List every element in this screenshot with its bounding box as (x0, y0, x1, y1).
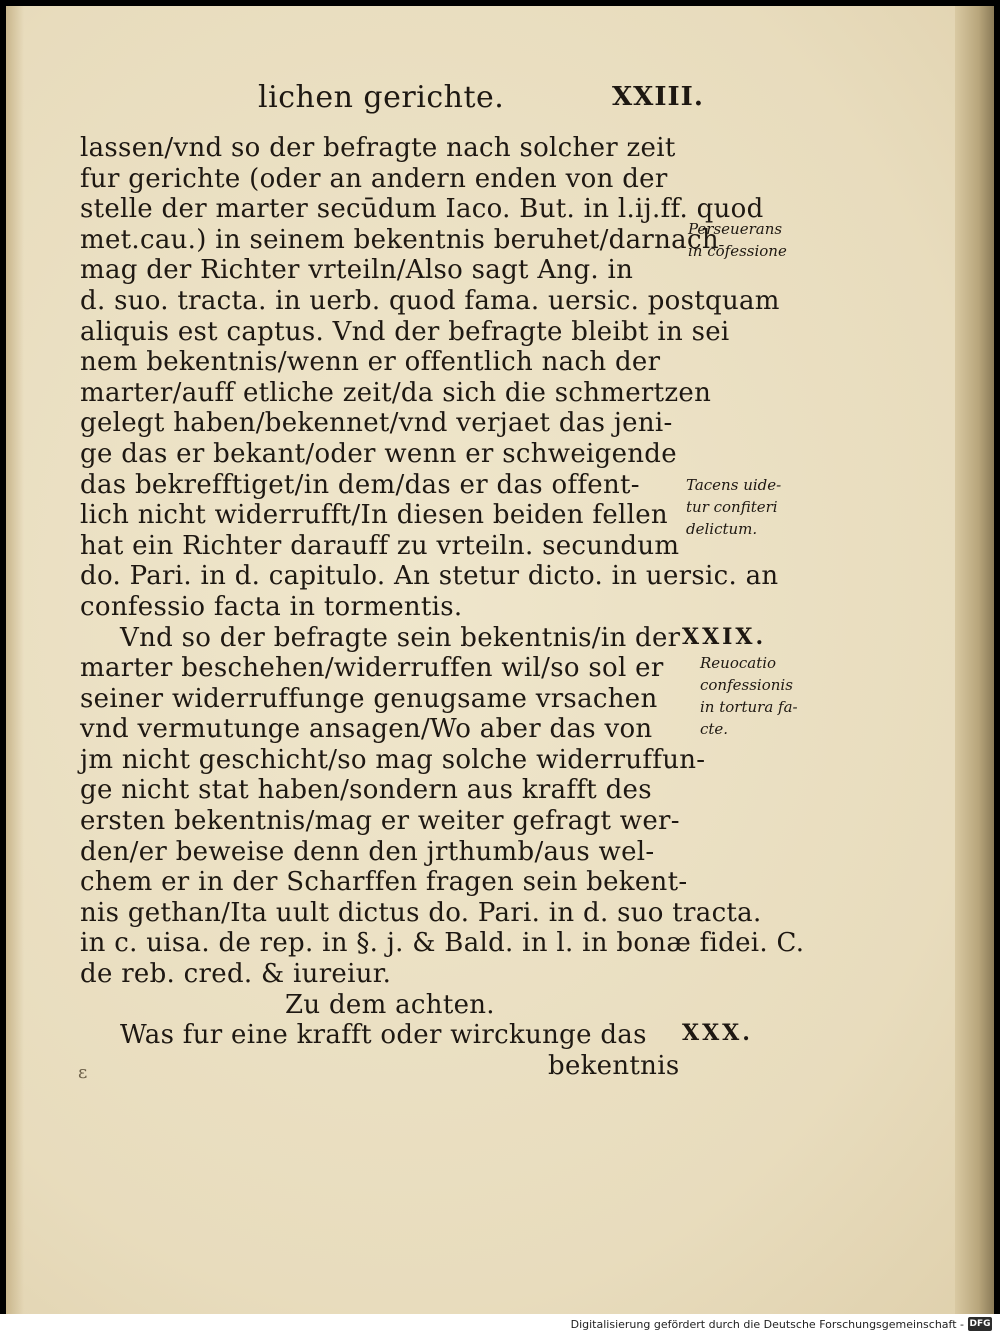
dfg-credit: Digitalisierung gefördert durch die Deutsche Forschungsgemeinschaft - (570, 1318, 964, 1331)
catchword: bekentnis (548, 1050, 680, 1081)
margin-note-perseverans: Perseuerans in cōfessione (688, 220, 787, 260)
section-heading: Zu dem achten. (285, 989, 495, 1020)
section-number-29: XXIX. (682, 624, 767, 650)
question-line: Was fur eine krafft oder wirckunge das (120, 1020, 647, 1051)
text-line: den/er beweise denn den jrthumb/aus wel- (80, 836, 655, 867)
text-line: marter/auff etliche zeit/da sich die schmertzen (80, 377, 712, 408)
margin-note-reuocatio: Reuocatio confessionis in tortura fa- cte. (700, 654, 798, 738)
text-line: Vnd so der befragte sein bekentnis/in der (120, 622, 681, 653)
page-header (0, 80, 1000, 120)
running-head: lichen gerichte. (258, 80, 505, 115)
ink-smudge: ε (78, 1062, 88, 1083)
text-line: jm nicht geschicht/so mag solche widerruffun- (80, 744, 706, 775)
text-line: vnd vermutunge ansagen/Wo aber das von (80, 714, 653, 745)
folio-number: XXIII. (612, 82, 704, 112)
text-line: chem er in der Scharffen fragen sein bekent- (80, 867, 688, 898)
page-gutter (955, 6, 994, 1314)
text-line: aliquis est captus. Vnd der befragte bleibt in sei (80, 316, 730, 347)
text-line: fur gerichte (oder an andern enden von der (80, 163, 668, 194)
text-line: hat ein Richter darauff zu vrteiln. secundum (80, 530, 680, 561)
text-line: confessio facta in tormentis. (80, 591, 463, 622)
text-line: nis gethan/Ita uult dictus do. Pari. in d. suo tracta. (80, 897, 762, 928)
text-line: seiner widerruffunge genugsame vrsachen (80, 683, 658, 714)
text-line: in c. uisa. de rep. in §. j. & Bald. in l. in bonæ fidei. C. (80, 928, 805, 959)
text-line: marter beschehen/widerruffen wil/so sol er (80, 653, 664, 684)
text-line: gelegt haben/bekennet/vnd verjaet das jeni- (80, 408, 673, 439)
text-line: de reb. cred. & iureiur. (80, 959, 392, 990)
page-left-edge (6, 6, 24, 1314)
text-line: lich nicht widerrufft/In diesen beiden fellen (80, 500, 668, 531)
text-line: ge nicht stat haben/sondern aus krafft des (80, 775, 652, 806)
text-line: met.cau.) in seinem bekentnis beruhet/darnach (80, 224, 719, 255)
text-line: stelle der marter secūdum Iaco. But. in l.ij.ff. quod (80, 194, 764, 225)
text-line: das bekrefftiget/in dem/das er das offent- (80, 469, 640, 500)
dfg-logo-icon: DFG (969, 1319, 991, 1329)
text-line: nem bekentnis/wenn er offentlich nach der (80, 347, 661, 378)
text-line: ersten bekentnis/mag er weiter gefragt wer- (80, 806, 680, 837)
text-line: lassen/vnd so der befragte nach solcher zeit (80, 133, 676, 163)
section-number-30: XXX. (682, 1020, 753, 1046)
text-line: d. suo. tracta. in uerb. quod fama. uersic. postquam (80, 285, 780, 316)
text-line: do. Pari. in d. capitulo. An stetur dicto. in uersic. an (80, 561, 779, 592)
footer-bar (0, 1314, 1000, 1335)
text-line: ge das er bekant/oder wenn er schweigende (80, 438, 677, 469)
text-line: mag der Richter vrteiln/Also sagt Ang. in (80, 255, 634, 286)
margin-note-tacens: Tacens uide- tur confiteri delictum. (686, 476, 782, 538)
